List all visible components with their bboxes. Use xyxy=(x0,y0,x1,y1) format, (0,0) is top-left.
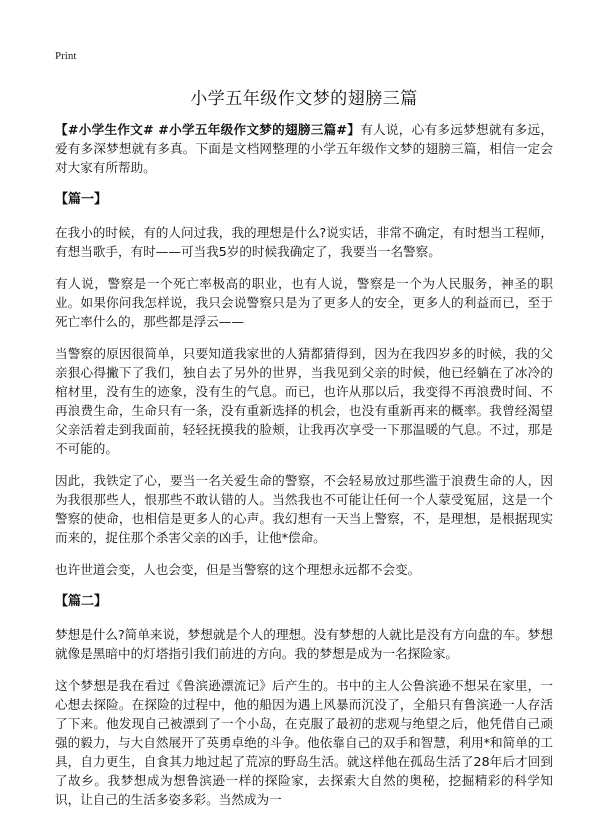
paragraph: 当警察的原因很简单，只要知道我家世的人猜都猜得到，因为在我四岁多的时候，我的父亲狠心得撇下了我们，独自去了另外的世界，当我见到父亲的时候，他已经躺在了冰冷的棺材里，没有生的迹象，没有生的气息。而已，也许从那以后，我变得不再浪费时间、不再浪费生命，生命只有一条，没有重新选择的机会，也没有重新再来的概率。我曾经渴望父亲活着走到我面前，轻轻抚摸我的脸颊，让我再次享受一下那温暖的气息。不过，那是不可能的。 xyxy=(55,346,553,456)
paragraph: 有人说，警察是一个死亡率极高的职业，也有人说，警察是一个为人民服务，神圣的职业。如果你问我怎样说，我只会说警察只是为了更多人的安全，更多人的利益而已，至于死亡率什么的，那些都是浮云—— xyxy=(55,276,553,329)
paragraph: 梦想是什么?简单来说，梦想就是个人的理想。没有梦想的人就比是没有方向盘的车。梦想就像是黑暗中的灯塔指引我们前进的方向。我的梦想是成为一名探险家。 xyxy=(55,627,553,661)
intro-paragraph xyxy=(55,120,553,177)
paragraph: 因此，我铁定了心，要当一名关爱生命的警察，不会轻易放过那些滥于浪费生命的人，因为我很那些人，恨那些不敢认错的人。当然我也不可能让任何一个人蒙受冤屈，这是一个警察的使命，也相信是更多人的心声。我幻想有一天当上警察，不，是理想，是根据现实而来的，捉住那个杀害父亲的凶手，让他*偿命。 xyxy=(55,473,553,545)
paragraph: 这个梦想是我在看过《鲁滨逊漂流记》后产生的。书中的主人公鲁滨逊不想呆在家里，一心想去探险。在探险的过程中，他的船因为遇上风暴而沉没了，全船只有鲁滨逊一人存活了下来。他发现自己被漂到了一个小岛，在克服了最初的悲观与绝望之后，他凭借自己顽强的毅力，与大自然展开了英勇卓绝的斗争。他依靠自己的双手和智慧，利用*和简单的工具，自力更生，自食其力地过起了荒凉的野岛生活。就这样他在孤岛生活了28年后才回到了故乡。我梦想成为想鲁滨逊一样的探险家，去探索大自然的奥秘，挖掘精彩的科学知识，让自己的生活多姿多彩。当然成为一 xyxy=(55,678,553,807)
section-heading-2: 【篇二】 xyxy=(55,594,108,609)
intro-text: 有人说，心有多远梦想就有多远，爱有多深梦想就有多真。下面是文档网整理的小学五年级作文梦的翅膀三篇，相信一定会对大家有所帮助。 xyxy=(55,122,554,175)
paragraph: 也许世道会变，人也会变，但是当警察的这个理想永远都不会变。 xyxy=(55,562,421,577)
paragraph: 在我小的时候，有的人问过我，我的理想是什么?说实话，非常不确定，有时想当工程师，有想当歌手，有时——可当我5岁的时候我确定了，我要当一名警察。 xyxy=(55,225,553,259)
section-heading-1: 【篇一】 xyxy=(55,192,108,207)
page-title: 小学五年级作文梦的翅膀三篇 xyxy=(190,89,418,109)
print-label: Print xyxy=(55,50,77,62)
intro-tag: 【#小学生作文# #小学五年级作文梦的翅膀三篇#】 xyxy=(55,122,361,137)
article-body xyxy=(55,120,553,822)
